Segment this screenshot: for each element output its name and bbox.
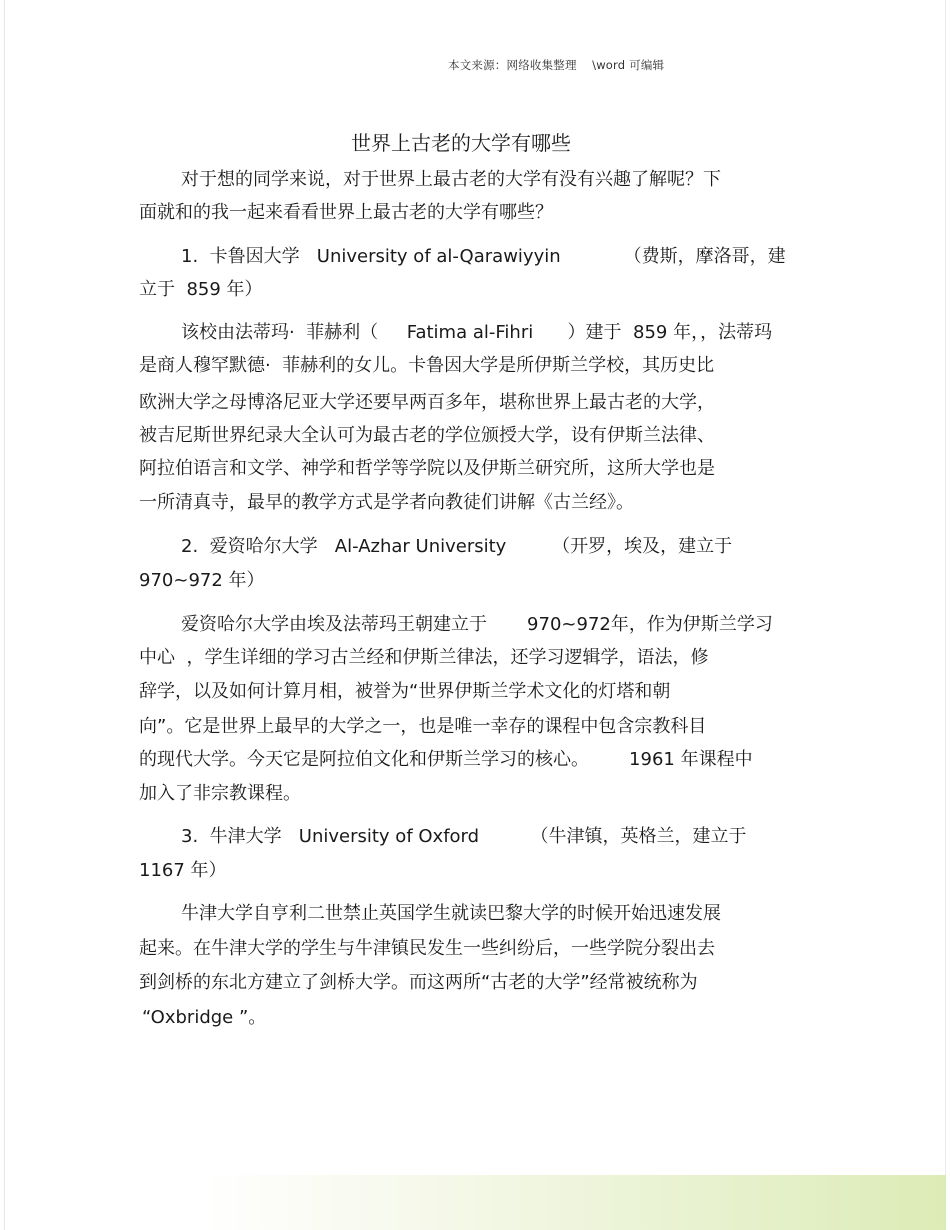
header-note: 本文来源：网络收集整理 \word 可编辑 [448, 58, 665, 72]
paragraph-line: 对于想的同学来说，对于世界上最古老的大学有没有兴趣了解呢？下 [181, 169, 721, 190]
document-title: 世界上古老的大学有哪些 [351, 131, 571, 155]
paragraph-line: 一所清真寺，最早的教学方式是学者向教徒们讲解《古兰经》。 [139, 492, 634, 513]
section-heading-line: 1. 卡鲁因大学 University of al-Qarawiyyin （费斯，摩洛哥，建 [181, 246, 786, 267]
paragraph-line: 加入了非宗教课程。 [139, 783, 301, 804]
paragraph-line: 该校由法蒂玛· 菲赫利（ Fatima al-Fihri ）建于 859 年，，法蒂玛 [181, 322, 773, 343]
bottom-decorative-band [200, 1175, 946, 1230]
page-edge-left [4, 0, 5, 1230]
section-heading-line: 3. 牛津大学 University of Oxford （牛津镇，英格兰，建立于 [181, 826, 747, 847]
paragraph-line: 辞学，以及如何计算月相，被誉为“世界伊斯兰学术文化的灯塔和朝 [139, 681, 671, 702]
paragraph-line: 向”。它是世界上最早的大学之一，也是唯一幸存的课程中包含宗教科目 [139, 716, 707, 737]
paragraph-line: 被吉尼斯世界纪录大全认可为最古老的学位颁授大学，设有伊斯兰法律、 [139, 425, 715, 446]
paragraph-line: 起来。在牛津大学的学生与牛津镇民发生一些纠纷后，一些学院分裂出去 [139, 938, 715, 959]
paragraph-line: 是商人穆罕默德· 菲赫利的女儿。卡鲁因大学是所伊斯兰学校，其历史比 [139, 355, 715, 376]
paragraph-line: 面就和的我一起来看看世界上最古老的大学有哪些？ [139, 202, 553, 223]
paragraph-line: 爱资哈尔大学由埃及法蒂玛王朝建立于 970~972年，作为伊斯兰学习 [181, 614, 773, 635]
section-heading-line: 立于 859 年） [139, 279, 263, 300]
paragraph-line: 的现代大学。今天它是阿拉伯文化和伊斯兰学习的核心。 1961 年课程中 [139, 749, 753, 770]
paragraph-line: 到剑桥的东北方建立了剑桥大学。而这两所“古老的大学”经常被统称为 [139, 972, 698, 993]
section-heading-line: 1167 年） [139, 860, 227, 881]
paragraph-line: 牛津大学自亨利二世禁止英国学生就读巴黎大学的时候开始迅速发展 [181, 903, 721, 924]
paragraph-line: 阿拉伯语言和文学、神学和哲学等学院以及伊斯兰研究所，这所大学也是 [139, 458, 715, 479]
paragraph-line: 中心 ，学生详细的学习古兰经和伊斯兰律法，还学习逻辑学，语法，修 [139, 647, 709, 668]
page-edge-right [945, 0, 946, 1230]
paragraph-line: “Oxbridge ”。 [142, 1007, 267, 1028]
paragraph-line: 欧洲大学之母博洛尼亚大学还要早两百多年，堪称世界上最古老的大学， [139, 392, 715, 413]
section-heading-line: 970~972 年） [139, 570, 265, 591]
section-heading-line: 2. 爱资哈尔大学 Al-Azhar University （开罗，埃及，建立于 [181, 536, 733, 557]
